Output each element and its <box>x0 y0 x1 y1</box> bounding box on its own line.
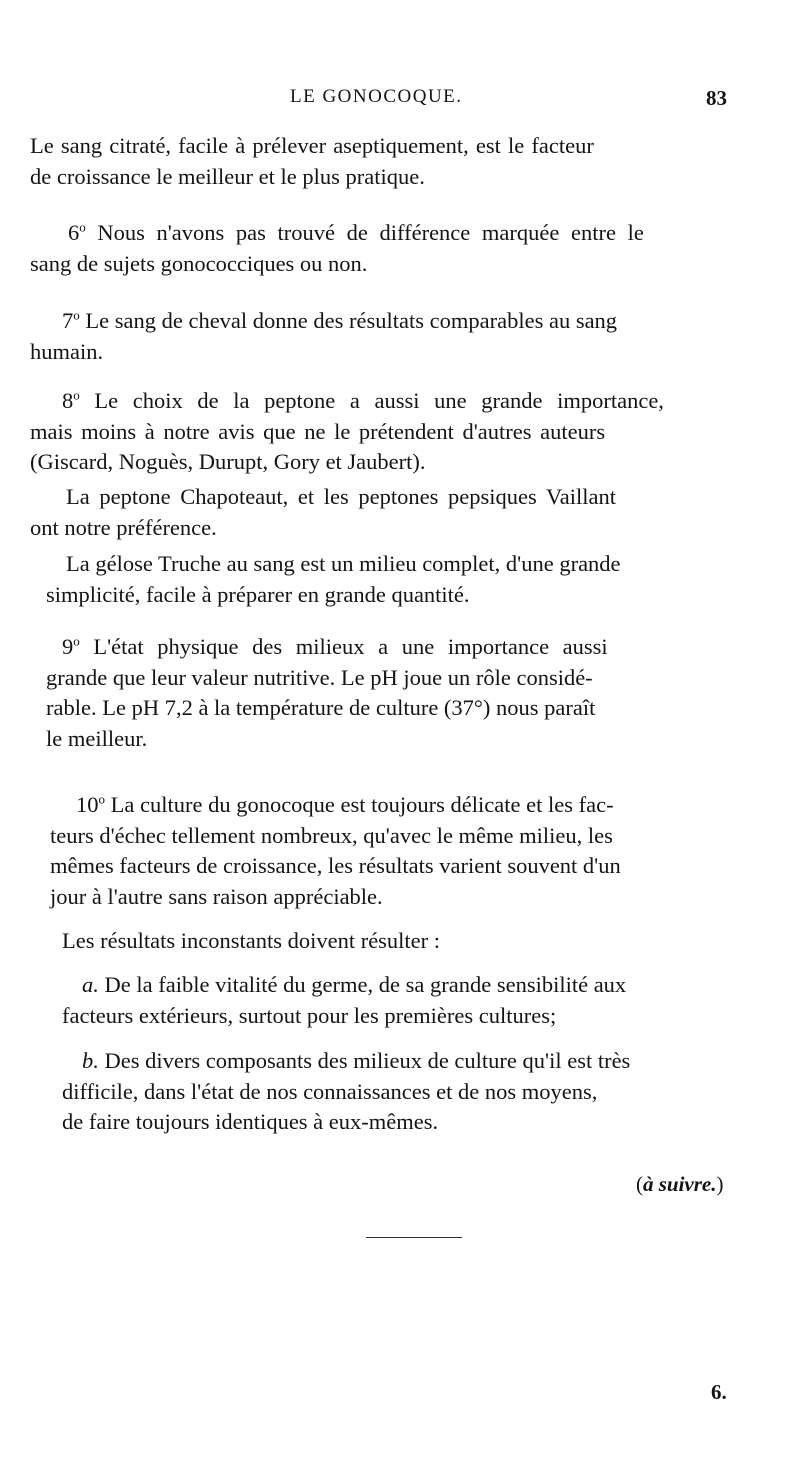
running-title: LE GONOCOQUE. <box>290 86 463 107</box>
text-line: Le sang citraté, facile à prélever aseptiquement, est le facteur <box>30 133 594 158</box>
text-line: sang de sujets gonococciques ou non. <box>30 250 368 276</box>
paragraph-6 <box>30 218 770 279</box>
text-line: Des divers composants des milieux de culture qu'il est très <box>104 1048 631 1073</box>
item-number: 9 <box>62 634 74 659</box>
text-line: difficile, dans l'état de nos connaissances et de nos moyens, <box>62 1078 598 1104</box>
paragraph-8 <box>30 386 770 478</box>
text-line: rable. Le pH 7,2 à la température de culture (37°) nous paraît <box>46 695 596 720</box>
degree-mark: o <box>73 633 80 649</box>
text-line: de faire toujours identiques à eux-mêmes. <box>62 1109 439 1134</box>
section-divider <box>366 1237 462 1238</box>
text-line: le meilleur. <box>46 725 148 751</box>
item-number: 8 <box>62 388 74 413</box>
text-line: La peptone Chapoteaut, et les peptones pepsiques Vaillant <box>66 484 616 509</box>
text-line: Nous n'avons pas trouvé de différence marquée entre le <box>97 220 644 245</box>
text-line: La culture du gonocoque est toujours délicate et les fac- <box>110 792 614 817</box>
close-paren: ) <box>716 1172 724 1196</box>
text-line: mais moins à notre avis que ne le prétendent d'autres auteurs <box>30 418 606 444</box>
item-number: 7 <box>62 308 74 333</box>
item-letter: a. <box>82 972 99 997</box>
paragraph-9 <box>46 632 770 754</box>
paragraph-a <box>62 970 770 1031</box>
text-line: De la faible vitalité du germe, de sa grande sensibilité aux <box>104 972 627 997</box>
text-line: de croissance le meilleur et le plus pratique. <box>30 163 425 189</box>
text-line: mêmes facteurs de croissance, les résultats varient souvent d'un <box>50 853 621 878</box>
text-line: ont notre préférence. <box>30 514 217 540</box>
page-number: 83 <box>706 86 727 110</box>
text-line: L'état physique des milieux a une importance aussi <box>93 634 608 659</box>
open-paren: ( <box>636 1172 643 1196</box>
paragraph-peptone <box>30 482 770 543</box>
text-line: (Giscard, Noguès, Durupt, Gory et Jaubert). <box>30 449 426 474</box>
paragraph-citrated-blood <box>30 131 770 192</box>
text-line: humain. <box>30 338 104 364</box>
degree-mark: o <box>73 307 80 323</box>
text-line: teurs d'échec tellement nombreux, qu'avec le même milieu, les <box>50 822 613 848</box>
paragraph-10 <box>50 790 770 912</box>
text-line: facteurs extérieurs, surtout pour les premières cultures; <box>62 1002 557 1028</box>
item-number: 10 <box>76 792 99 817</box>
text-line: simplicité, facile à préparer en grande quantité. <box>46 581 470 607</box>
paragraph-b <box>62 1046 770 1138</box>
text-line: Le choix de la peptone a aussi une grande importance, <box>94 388 664 413</box>
text-line: Le sang de cheval donne des résultats comparables au sang <box>85 308 618 333</box>
degree-mark: o <box>73 387 80 403</box>
paragraph-gelose <box>46 549 770 610</box>
signature-mark: 6. <box>711 1380 727 1404</box>
item-number: 6 <box>68 220 80 245</box>
degree-mark: o <box>98 791 105 807</box>
text-line: Les résultats inconstants doivent résulter : <box>62 928 441 953</box>
text-line: jour à l'autre sans raison appréciable. <box>50 883 383 909</box>
page-header <box>0 86 800 116</box>
text-line: grande que leur valeur nutritive. Le pH joue un rôle considé- <box>46 664 593 690</box>
paragraph-7 <box>30 306 770 367</box>
degree-mark: o <box>79 219 86 235</box>
text-line: La gélose Truche au sang est un milieu complet, d'une grande <box>66 551 621 576</box>
paragraph-results-intro <box>62 926 770 957</box>
to-be-continued <box>636 1172 724 1197</box>
item-letter: b. <box>82 1048 99 1073</box>
continued-text: à suivre. <box>643 1172 717 1196</box>
